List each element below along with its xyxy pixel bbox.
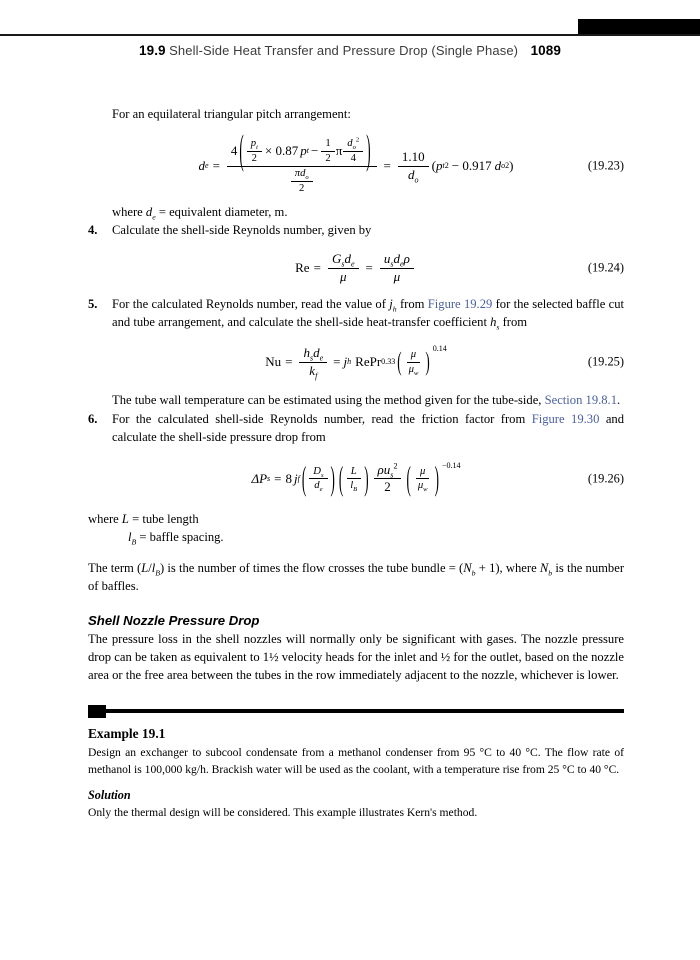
where-L-symbol: L	[121, 511, 129, 526]
lead-in-paragraph: For an equilateral triangular pitch arrangement:	[112, 107, 351, 121]
eq2325-j: j	[343, 354, 348, 370]
term-note-b: ) is the number of times the flow crosses the tube bundle = (	[160, 560, 464, 575]
link-section-19-8-1[interactable]: Section 19.8.1	[544, 393, 618, 408]
example-title: Example 19.1	[88, 726, 166, 742]
eq2326-mu-num: μ	[416, 466, 429, 480]
step-5-jh-sub: h	[392, 304, 397, 314]
header-rule	[0, 34, 700, 36]
eq2323-minus: −	[311, 143, 319, 159]
eq2326-eight: 8	[285, 470, 293, 486]
solution-heading: Solution	[88, 787, 131, 802]
where-lB-symbol: l	[128, 529, 132, 544]
equation-19-24-expression	[295, 252, 417, 284]
step-5-text	[112, 296, 624, 332]
step-5-jh: j	[389, 297, 393, 312]
page-edge-tab	[578, 19, 700, 34]
eq2324-u: u	[383, 251, 391, 267]
eq2325-eq2: =	[333, 354, 341, 370]
equation-19-26-number: (19.26)	[587, 471, 624, 486]
eq2323-pt-num-sub: t	[256, 144, 258, 151]
eq2323-do-sup: 2	[355, 136, 360, 144]
term-note-N-sub: b	[471, 568, 476, 578]
where-de-line	[88, 204, 624, 222]
eq2324-mu2: μ	[393, 268, 401, 284]
link-figure-19-30[interactable]: Figure 19.30	[531, 412, 600, 427]
eq2323-pt-num: p	[250, 137, 257, 149]
eq2323-pido-sub: o	[305, 173, 309, 181]
eq2324-d2: d	[393, 251, 401, 267]
eq2325-repr: RePr	[355, 354, 382, 370]
eq2326-Ds-sub: s	[320, 471, 324, 479]
eq2325-mu-num: μ	[407, 349, 420, 363]
eq2325-mu-den: μ	[408, 363, 414, 375]
eq2324-G-sub: s	[341, 259, 345, 269]
term-note-N2-sub: b	[548, 568, 553, 578]
step-6-text-b: and calculate the shell-side pressure drop from	[112, 412, 624, 444]
eq2324-d-sub: e	[350, 259, 355, 269]
eq2325-h-sub: s	[309, 353, 314, 363]
example-divider-rule	[102, 709, 624, 713]
eq2326-rhou-sub: s	[390, 470, 394, 480]
equation-19-23	[88, 124, 624, 195]
eq2326-eq: =	[274, 470, 282, 486]
eq2324-re: Re	[295, 260, 310, 276]
where-L-prefix: where	[88, 511, 122, 526]
eq2323-half-den: 2	[325, 152, 331, 164]
example-statement: Design an exchanger to subcool condensate from a methanol condenser from 95 °C to 40 °C. The flow rate of methanol is 100,000 kg/h. Brackish water will be used as the coolant, with a temperature rise from 25 °C to 40 °C.	[88, 746, 624, 776]
eq2323-do: d	[347, 137, 353, 149]
equation-19-24-number: (19.24)	[587, 260, 624, 275]
step-6	[88, 411, 624, 447]
eq2323-eq2: =	[383, 158, 391, 174]
eq2326-dp: ΔP	[251, 470, 268, 486]
body-column	[88, 106, 624, 821]
link-figure-19-29[interactable]: Figure 19.29	[427, 297, 493, 312]
step-5	[88, 296, 624, 332]
where-lB-text: = baffle spacing.	[136, 529, 224, 544]
eq2324-G: G	[331, 251, 342, 267]
where-de-symbol-sub: e	[152, 212, 156, 222]
step-5-text-b: from	[396, 297, 428, 312]
eq2323-do-den: 4	[350, 152, 356, 164]
eq2323-pido-den: 2	[299, 182, 305, 194]
eq2324-eq1: =	[313, 260, 321, 276]
eq2326-j: j	[294, 470, 298, 486]
eq2323-rhs-p: p	[435, 158, 443, 174]
eq2325-eq1: =	[285, 354, 293, 370]
step-6-text-a: For the calculated shell-side Reynolds number, read the friction factor from	[112, 412, 532, 427]
eq2323-rhs-den-sub: o	[414, 175, 419, 185]
eq2323-pido: πd	[294, 167, 306, 179]
tube-wall-note-text-a: The tube wall temperature can be estimated using the method given for the tube-side,	[112, 393, 545, 408]
step-5-text-d: from	[499, 315, 528, 330]
eq2326-de-sub: e	[319, 486, 323, 494]
step-5-number: 5.	[88, 297, 98, 312]
eq2323-lhs: d	[198, 158, 205, 174]
eq2323-pt-den: 2	[251, 152, 257, 164]
eq2325-d-sub: e	[319, 353, 324, 363]
eq2326-lB-sub: B	[353, 486, 358, 494]
eq2323-rhs-minus: − 0.917	[451, 158, 492, 174]
term-note-L: L	[141, 560, 149, 575]
where-L-line	[88, 511, 624, 529]
eq2324-d: d	[344, 251, 351, 267]
where-lB-symbol-sub: B	[131, 537, 137, 547]
eq2323-half-num: 1	[321, 138, 334, 152]
eq2324-d2-sub: e	[400, 259, 404, 269]
equation-19-25	[88, 343, 624, 381]
where-L-text: = tube length	[128, 511, 199, 526]
eq2325-k-sub: f	[315, 371, 318, 381]
solution-text: Only the thermal design will be considered. This example illustrates Kern's method.	[88, 805, 478, 819]
where-block	[88, 511, 624, 547]
equation-19-26-expression: ΔP s = 8 j f ( $\frac{D_s}{d_e}$ ) ( $\frac{L}{l_B}$ ) $\frac{\rho u_s^2}{2}$ ( $\frac{\mu}{\mu_w}$ ) −0.14	[251, 458, 461, 498]
term-note-a: The term (	[88, 560, 142, 575]
term-note-d: is the number of baffles.	[88, 560, 625, 593]
equation-19-24	[88, 252, 624, 284]
eq2324-eq2: =	[365, 260, 373, 276]
eq2325-h: h	[303, 345, 310, 361]
eq2324-u-sub: s	[390, 259, 394, 269]
step-5-text-a: For the calculated Reynolds number, read the value of	[112, 297, 390, 312]
step-5-hs: h	[490, 315, 497, 330]
example-divider	[88, 705, 624, 719]
eq2325-d: d	[313, 345, 320, 361]
eq2326-two: 2	[384, 479, 391, 495]
eq2326-L: L	[347, 466, 361, 480]
page-number: 1089	[530, 43, 562, 58]
where-de-prefix: where	[112, 204, 146, 219]
running-head-section-number: 19.9	[138, 43, 166, 58]
eq2325-k: k	[309, 362, 316, 378]
eq2326-Ds: D	[313, 465, 321, 477]
equation-19-26	[88, 458, 624, 498]
step-4	[88, 222, 624, 240]
eq2323-times: × 0.87	[264, 143, 299, 159]
step-4-text: Calculate the shell-side Reynolds number, given by	[112, 223, 372, 238]
running-head	[0, 43, 700, 59]
term-note-slash: /	[148, 560, 152, 575]
term-note-N: N	[463, 560, 472, 575]
term-note	[88, 560, 624, 596]
eq2323-do-sub: o	[352, 144, 356, 151]
eq2324-mu1: μ	[339, 268, 347, 284]
eq2326-de: d	[314, 480, 320, 492]
eq2325-nu: Nu	[265, 354, 282, 370]
step-6-text	[112, 411, 624, 447]
step-5-hs-sub: s	[496, 322, 500, 332]
eq2324-rho: ρ	[403, 251, 410, 267]
tube-wall-note-text-b: .	[617, 393, 621, 408]
term-note-c: + 1), where	[475, 560, 540, 575]
term-note-N2: N	[539, 560, 549, 575]
where-de-text: = equivalent diameter, m.	[155, 204, 288, 219]
step-5-text-c: for the selected baffle cut and tube arrangement, and calculate the shell-side heat-transfer coefficient	[112, 297, 625, 330]
step-6-number: 6.	[88, 412, 98, 427]
term-note-l-sub: B	[155, 568, 161, 578]
eq2323-p: p	[300, 143, 307, 159]
where-lB-line	[88, 529, 624, 547]
eq2323-close: )	[509, 158, 514, 174]
shell-nozzle-paragraph: The pressure loss in the shell nozzles will normally only be significant with gases. The nozzle pressure drop can be taken as equivalent to 1½ velocity heads for the inlet and ½ for the outlet, based on the nozzle area or the free area between the tubes in the row immediately adjacent to the nozzle, whichever is lower.	[88, 632, 624, 683]
tube-wall-note	[88, 392, 624, 410]
eq2326-mu-den: μ	[417, 480, 424, 492]
eq2326-lB: l	[350, 480, 354, 492]
eq2323-num-lead: 4	[230, 143, 238, 159]
eq2323-open: (	[431, 158, 436, 174]
equation-19-23-expression: d e = 4 ( $\frac{p_t}{2}$ × 0.87 p t − $\frac{1}{2}$ π $\frac{d_o^2}{4}$ ) $\frac{\pi d_o}{2}$ = $\frac{1.10}{d_o}$ ( p t 2 − 0.917 d o 2 )	[198, 124, 514, 194]
step-4-number: 4.	[88, 223, 98, 238]
eq2323-rhs-num: 1.10	[398, 150, 429, 167]
eq2326-rhou: ρu	[377, 461, 391, 477]
eq2323-rhs-d: d	[494, 158, 502, 174]
where-de-symbol: d	[145, 204, 153, 219]
eq2323-pi: π	[335, 143, 343, 159]
eq2326-mu-den-sub: w	[423, 486, 428, 494]
equation-19-25-expression: Nu = $\frac{h_sd_e}{k_f}$ = j h RePr 0.33 ( $\frac{\mu}{\mu_w}$ ) 0.14	[265, 343, 447, 381]
term-note-l: l	[151, 560, 156, 575]
equation-19-25-number: (19.25)	[587, 354, 624, 369]
equation-19-23-number: (19.23)	[587, 158, 624, 173]
eq2323-rhs-den: d	[407, 166, 415, 182]
shell-nozzle-heading: Shell Nozzle Pressure Drop	[88, 613, 260, 629]
eq2325-mu-den-sub: w	[413, 369, 419, 377]
running-head-title: Shell-Side Heat Transfer and Pressure Drop (Single Phase)	[169, 43, 519, 58]
eq2326-rhou-sup: 2	[393, 461, 398, 471]
